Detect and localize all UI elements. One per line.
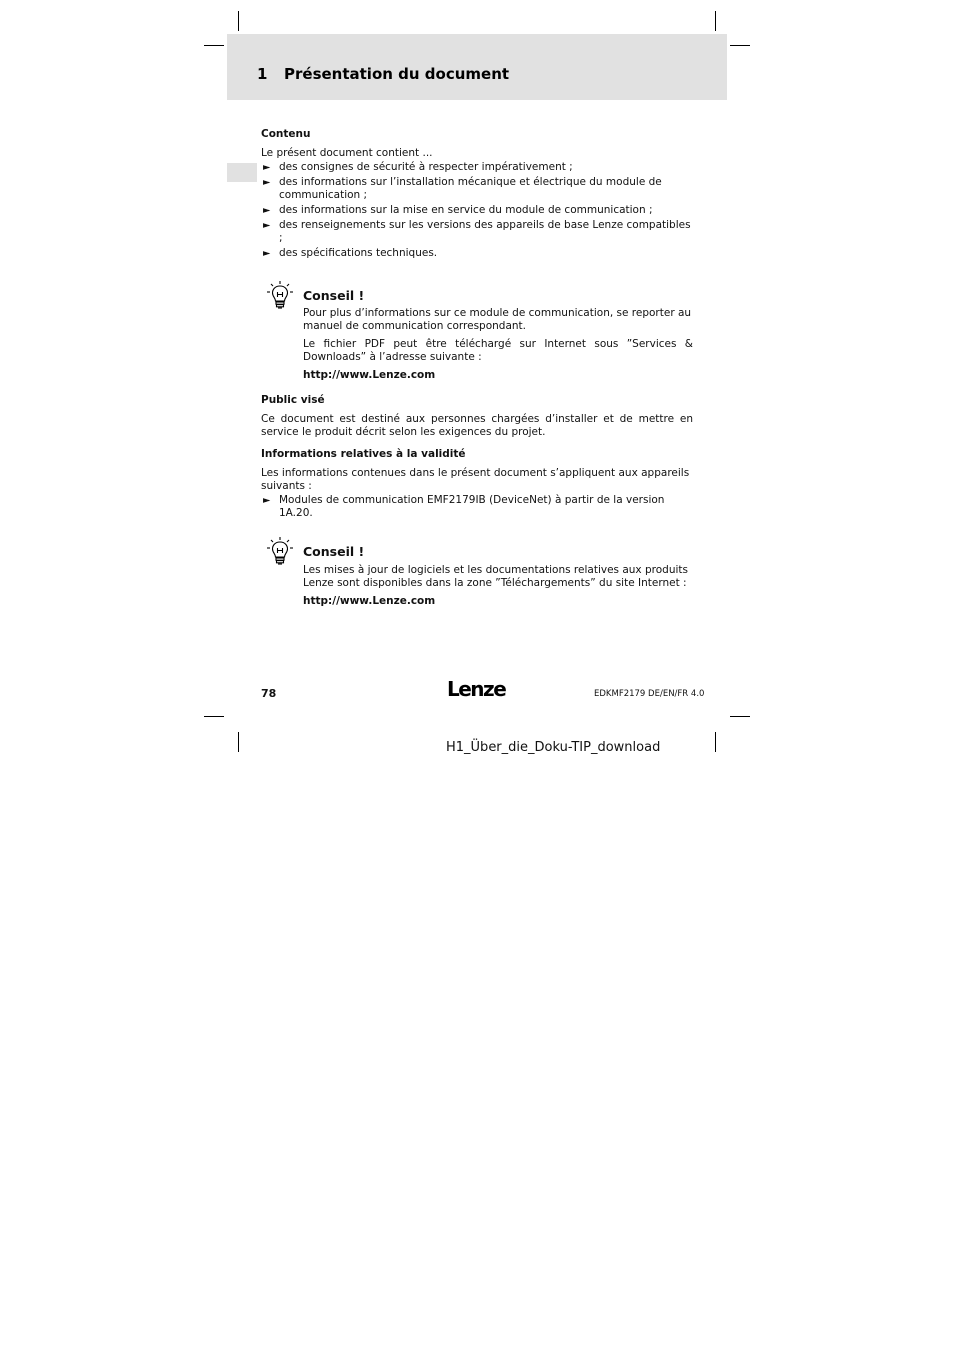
list-item [261,219,693,245]
lenze-logo: Lenze [447,677,506,701]
crop-mark [204,716,224,717]
tip-title: Conseil ! [303,288,365,303]
list-item-text: Modules de communication EMF2179IB (DeviceNet) à partir de la version 1A.20. [279,494,665,519]
tip-box [261,280,693,382]
crop-mark [715,11,716,31]
bullet-icon: ► [263,205,271,216]
bullet-icon: ► [263,177,271,188]
list-item [261,161,693,174]
document-reference: EDKMF2179 DE/EN/FR 4.0 [594,689,705,699]
lenze-website-link[interactable]: http://www.Lenze.com [303,369,436,381]
validite-intro: Les informations contenues dans le présent document s’appliquent aux appareils suivants : [261,467,690,492]
lenze-website-link[interactable]: http://www.Lenze.com [303,595,436,607]
crop-mark [238,732,239,752]
validite-list [261,494,693,520]
tip-box [261,536,693,608]
side-tab-marker [227,163,257,182]
contenu-heading: Contenu [261,128,311,140]
page-content [261,128,693,608]
tip-title: Conseil ! [303,544,365,559]
tip-paragraph: Pour plus d’informations sur ce module de communication, se reporter au manuel de communication correspondant. [303,307,692,332]
list-item [261,494,693,520]
page-number: 78 [261,687,277,700]
list-item-text: des consignes de sécurité à respecter impérativement ; [279,161,573,173]
crop-mark [204,45,224,46]
file-label: H1_Über_die_Doku-TIP_download [446,740,661,755]
crop-mark [238,11,239,31]
tip-paragraph: Le fichier PDF peut être téléchargé sur Internet sous ”Services & Downloads” à l’adresse suivante : [303,338,693,363]
crop-mark [730,716,750,717]
list-item [261,204,693,217]
tip-body [303,564,693,608]
tip-body [303,307,693,382]
crop-mark [715,732,716,752]
chapter-title [257,65,509,83]
chapter-header [227,34,727,100]
list-item [261,176,693,202]
tip-paragraph: Les mises à jour de logiciels et les documentations relatives aux produits Lenze sont disponibles dans la zone ”Téléchargements” du site Internet : [303,564,688,589]
lightbulb-icon [265,280,295,310]
list-item-text: des informations sur l’installation mécanique et électrique du module de communication ; [279,176,662,201]
contenu-list [261,161,693,260]
list-item-text: des spécifications techniques. [279,247,438,259]
public-heading: Public visé [261,394,325,406]
validite-heading: Informations relatives à la validité [261,448,466,460]
list-item-text: des informations sur la mise en service du module de communication ; [279,204,653,216]
public-text: Ce document est destiné aux personnes chargées d’installer et de mettre en service le produit décrit selon les exigences du projet. [261,413,693,438]
bullet-icon: ► [263,162,271,173]
list-item [261,247,693,260]
bullet-icon: ► [263,248,271,259]
contenu-intro: Le présent document contient ... [261,147,433,159]
lightbulb-icon [265,536,295,566]
chapter-title-text: Présentation du document [284,65,510,83]
chapter-number: 1 [257,65,268,83]
bullet-icon: ► [263,495,271,506]
bullet-icon: ► [263,220,271,231]
crop-mark [730,45,750,46]
list-item-text: des renseignements sur les versions des appareils de base Lenze compatibles ; [279,219,691,244]
